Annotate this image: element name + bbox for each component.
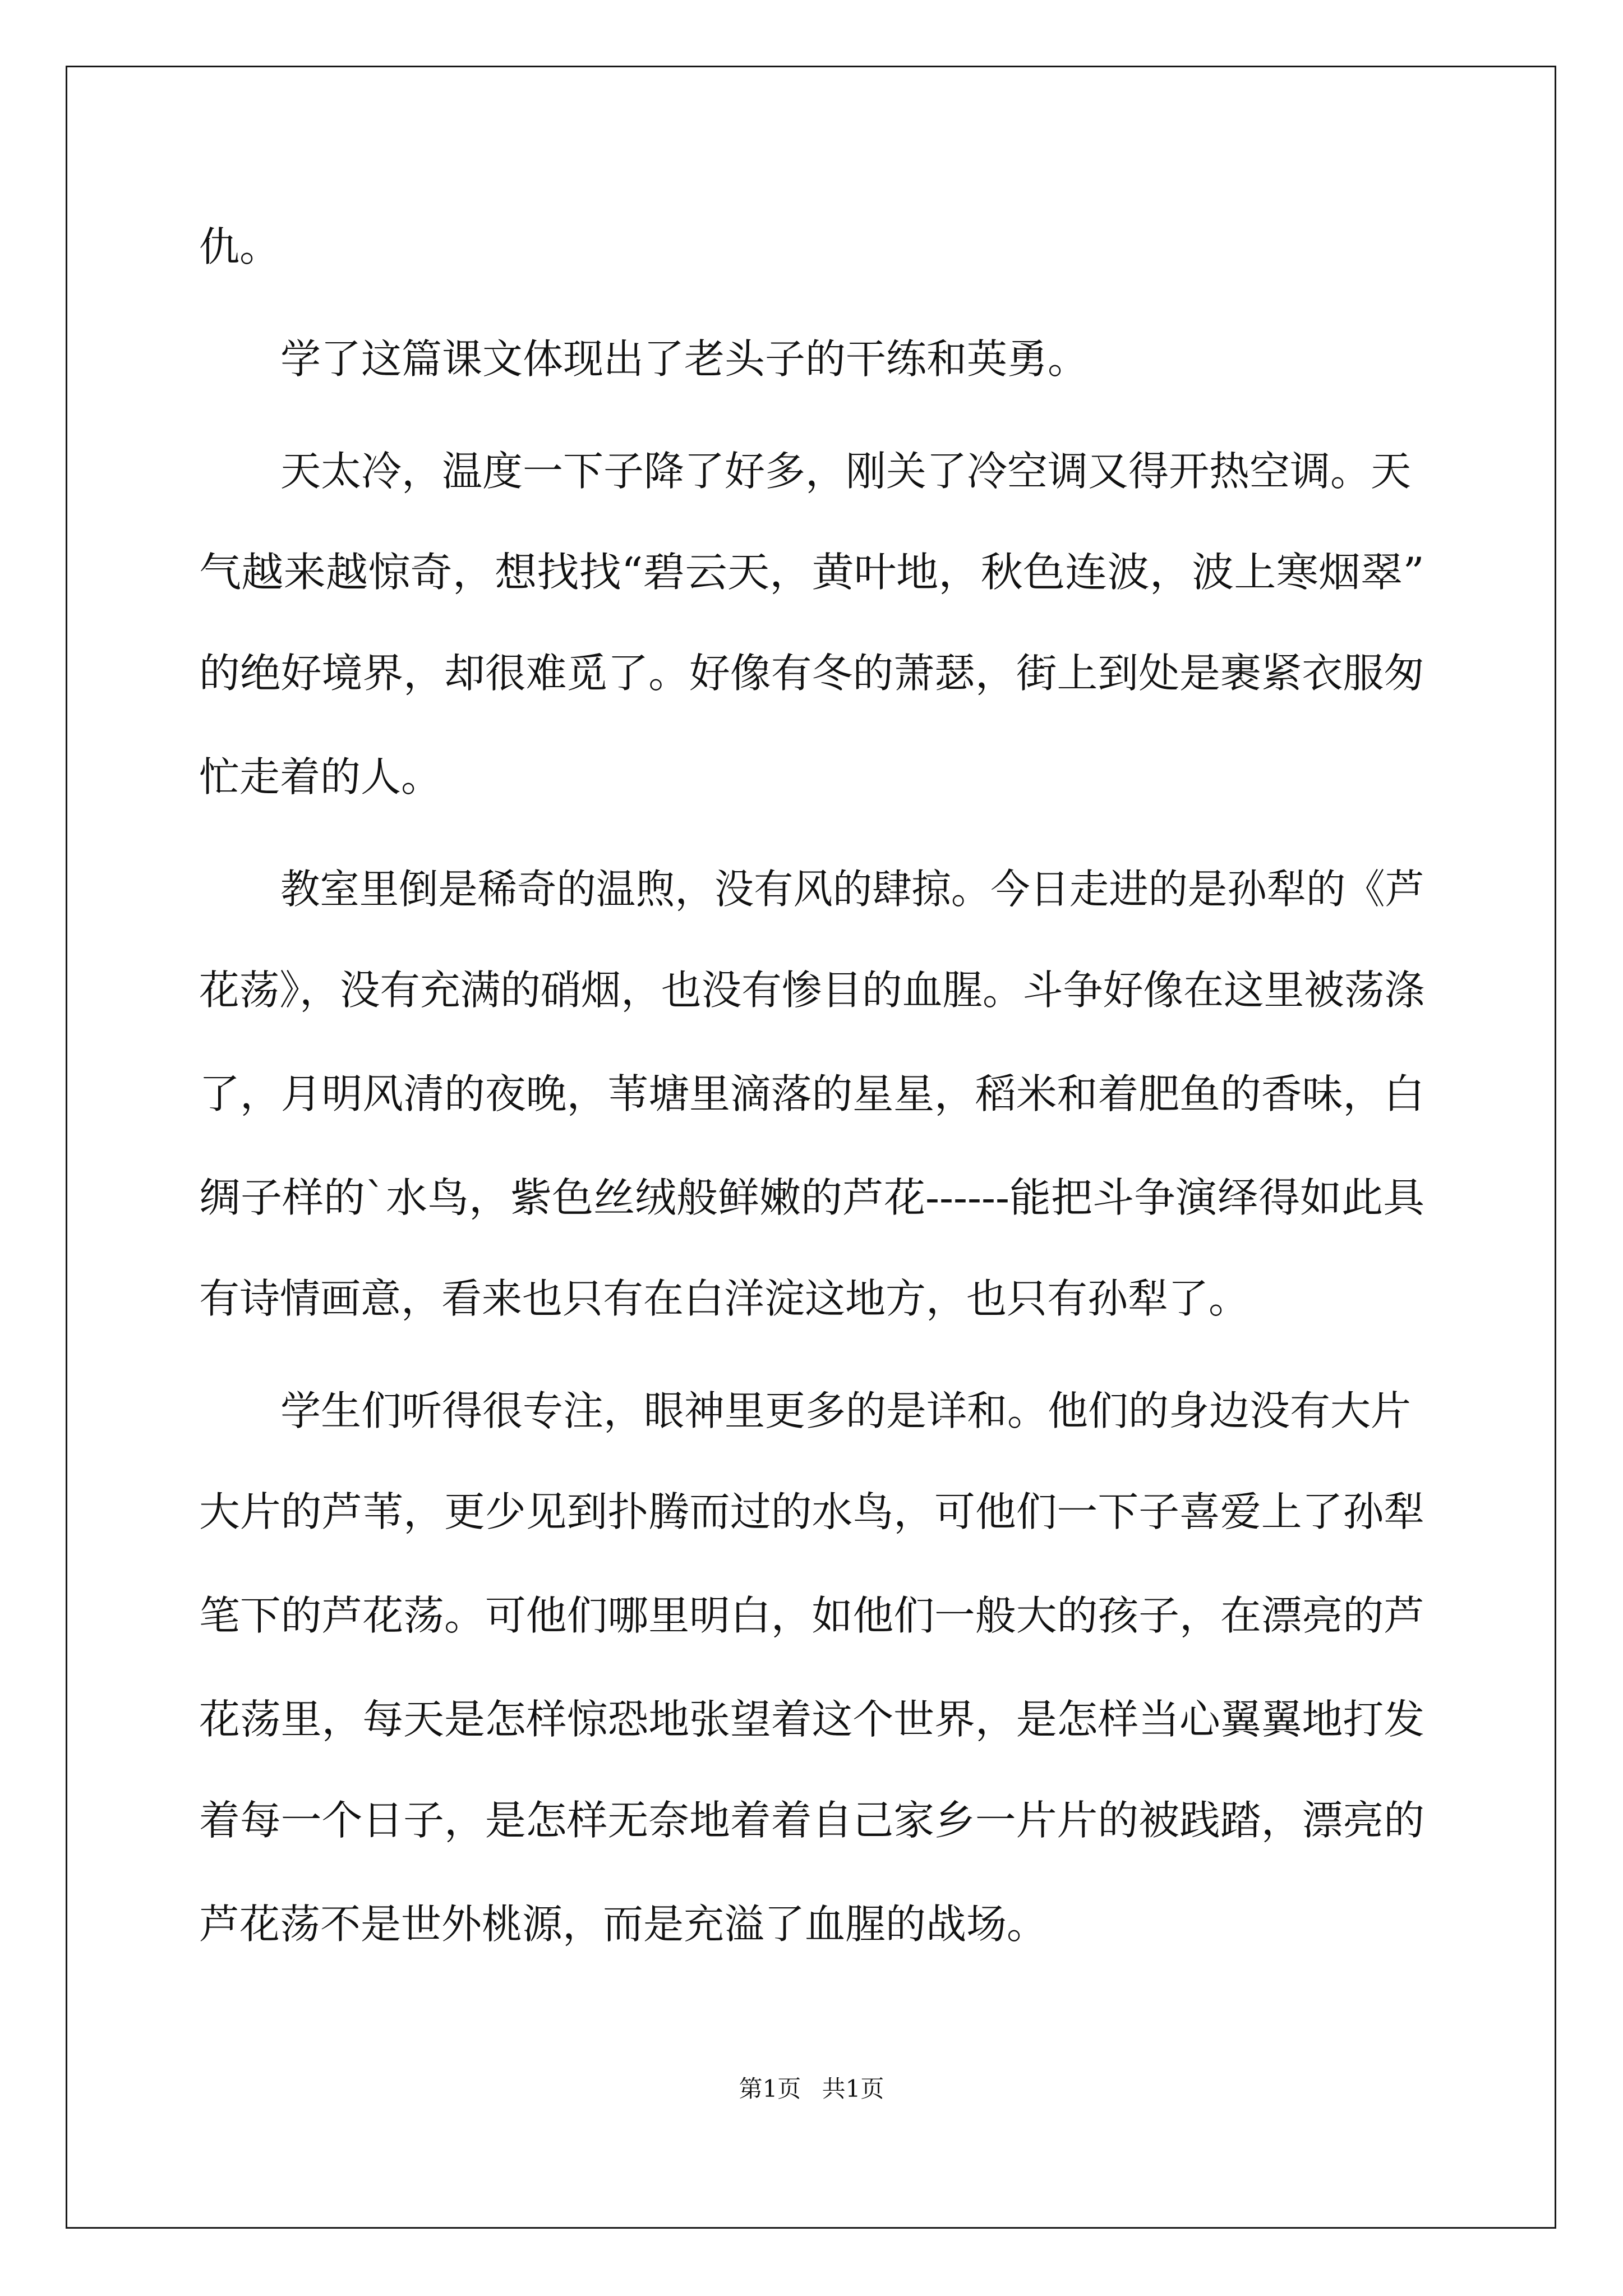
line-text: 学生们听得很专注，眼神里更多的是详和。他们的身边没有大片 [280, 1387, 1412, 1434]
text-line [0, 1052, 1623, 1136]
text-line [0, 317, 1623, 401]
text-line [0, 847, 1623, 931]
text-line [0, 1470, 1623, 1554]
line-text: 教室里倒是稀奇的温煦，没有风的肆掠。今日走进的是孙犁的《芦 [280, 866, 1424, 913]
text-line [0, 948, 1623, 1032]
line-text: 的绝好境界，却很难觅了。好像有冬的萧瑟，街上到处是裹紧衣服匆 [199, 650, 1425, 697]
text-line [0, 1778, 1623, 1862]
line-text: 绸子样的`水鸟，紫色丝绒般鲜嫩的芦花------能把斗争演绎得如此具 [199, 1174, 1425, 1221]
text-line [0, 205, 1623, 289]
line-text: 有诗情画意，看来也只有在白洋淀这地方，也只有孙犁了。 [199, 1275, 1249, 1322]
text-line [0, 1573, 1623, 1658]
line-text: 仇。 [199, 223, 280, 270]
line-text: 着每一个日子，是怎样无奈地着着自己家乡一片片的被践踏，漂亮的 [199, 1797, 1425, 1844]
text-line [0, 1882, 1623, 1966]
line-text: 了，月明风清的夜晚，苇塘里滴落的星星，稻米和着肥鱼的香味，白 [199, 1070, 1425, 1117]
line-text: 天太冷，温度一下子降了好多，刚关了冷空调又得开热空调。天 [280, 448, 1412, 495]
page-total: 共1页 [822, 2075, 884, 2102]
line-text: 忙走着的人。 [199, 753, 442, 800]
line-text: 学了这篇课文体现出了老头子的干练和英勇。 [280, 335, 1089, 383]
text-line [0, 1369, 1623, 1453]
text-line [0, 1257, 1623, 1341]
line-text: 笔下的芦花荡。可他们哪里明白，如他们一般大的孩子，在漂亮的芦 [199, 1592, 1425, 1639]
page-number: 第1页 [739, 2075, 801, 2102]
line-text: 花荡里，每天是怎样惊恐地张望着这个世界，是怎样当心翼翼地打发 [199, 1696, 1425, 1743]
text-line [0, 429, 1623, 513]
text-line [0, 1677, 1623, 1761]
line-text: 气越来越惊奇，想找找“碧云天，黄叶地，秋色连波，波上寒烟翠” [199, 549, 1424, 596]
text-line [0, 735, 1623, 819]
line-text: 芦花荡不是世外桃源，而是充溢了血腥的战场。 [199, 1901, 1048, 1948]
page-footer [0, 2072, 1623, 2106]
line-text: 大片的芦苇，更少见到扑腾而过的水鸟，可他们一下子喜爱上了孙犁 [199, 1488, 1425, 1535]
line-text: 花荡》，没有充满的硝烟，也没有惨目的血腥。斗争好像在这里被荡涤 [199, 967, 1425, 1014]
text-line [0, 631, 1623, 715]
text-line [0, 1156, 1623, 1240]
text-line [0, 530, 1623, 614]
